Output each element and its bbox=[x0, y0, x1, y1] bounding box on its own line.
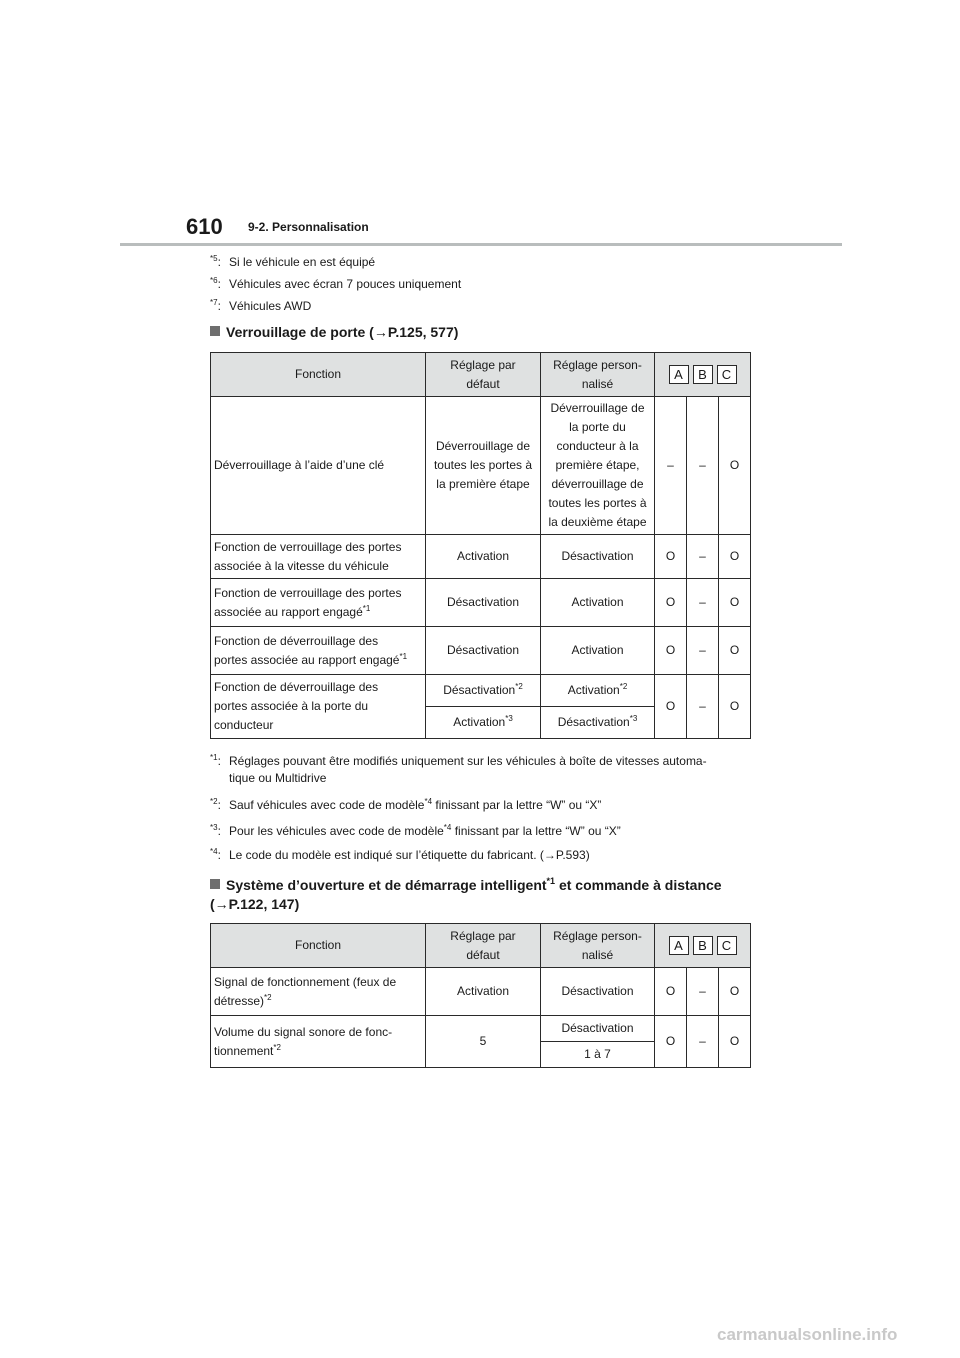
table-row bbox=[211, 968, 751, 1016]
table-header-row bbox=[211, 353, 751, 397]
smart-entry-table bbox=[210, 923, 751, 1068]
row-custom: Désactivation bbox=[541, 535, 655, 579]
row-b: – bbox=[687, 397, 719, 535]
row-c: O bbox=[719, 579, 751, 627]
watermark: carmanualsonline.info bbox=[717, 1325, 898, 1344]
row-fonction: Fonction de verrouillage des portes associée au rapport engagé$^{*1}$ bbox=[211, 579, 426, 627]
label-b: B bbox=[693, 365, 713, 384]
row-default: Désactivation bbox=[426, 579, 541, 627]
header-custom: Réglage person- nalisé bbox=[541, 924, 655, 968]
row-fonction: Volume du signal sonore de fonc- tionnement$^{*2}$ bbox=[211, 1016, 426, 1068]
table-row bbox=[211, 675, 751, 707]
footnote-1: $^{*1}$: Réglages pouvant être modifiés uniquement sur les véhicules à boîte de vitesses automa- tique ou Multidrive bbox=[210, 753, 707, 785]
row-a: O bbox=[655, 579, 687, 627]
header-default: Réglage par défaut bbox=[426, 924, 541, 968]
footnote-3: $^{*3}$: Pour les véhicules avec code de modèle$^{*4}$ finissant par la lettre “W” ou “X” bbox=[210, 823, 621, 838]
row-fonction: Fonction de déverrouillage des portes associée au rapport engagé$^{*1}$ bbox=[211, 627, 426, 675]
row-c: O bbox=[719, 968, 751, 1016]
row-b: – bbox=[687, 1016, 719, 1068]
row-fonction: Fonction de déverrouillage des portes associée à la porte du conducteur bbox=[211, 675, 426, 739]
header-divider bbox=[120, 243, 842, 246]
row-fonction: Signal de fonctionnement (feux de détresse)$^{*2}$ bbox=[211, 968, 426, 1016]
arrow-icon: → bbox=[214, 896, 229, 912]
row-custom: Désactivation bbox=[541, 968, 655, 1016]
table-row bbox=[211, 579, 751, 627]
row-b: – bbox=[687, 535, 719, 579]
row-custom: 1 à 7 bbox=[541, 1042, 655, 1068]
section-label: 9-2. Personnalisation bbox=[248, 220, 369, 234]
footnote-2: $^{*2}$: Sauf véhicules avec code de modèle$^{*4}$ finissant par la lettre “W” ou “X” bbox=[210, 797, 602, 812]
label-c: C bbox=[717, 365, 737, 384]
footnote-4: $^{*4}$: Le code du modèle est indiqué sur l’étiquette du fabricant. (→P.593) bbox=[210, 847, 590, 862]
row-fonction: Déverrouillage à l’aide d’une clé bbox=[211, 397, 426, 535]
header-abc bbox=[655, 924, 751, 968]
header-abc bbox=[655, 353, 751, 397]
row-b: – bbox=[687, 675, 719, 739]
row-c: O bbox=[719, 627, 751, 675]
row-default: Activation$^{*3}$ bbox=[426, 707, 541, 739]
footnote-7: $^{*7}$: Véhicules AWD bbox=[210, 298, 312, 313]
row-default: Activation bbox=[426, 968, 541, 1016]
row-a: – bbox=[655, 397, 687, 535]
row-a: O bbox=[655, 535, 687, 579]
row-c: O bbox=[719, 535, 751, 579]
row-custom: Activation bbox=[541, 627, 655, 675]
row-fonction: Fonction de verrouillage des portes associée à la vitesse du véhicule bbox=[211, 535, 426, 579]
label-a: A bbox=[669, 365, 689, 384]
row-default: Désactivation$^{*2}$ bbox=[426, 675, 541, 707]
table-row bbox=[211, 1016, 751, 1042]
row-custom: Activation$^{*2}$ bbox=[541, 675, 655, 707]
table-row bbox=[211, 535, 751, 579]
table-header-row bbox=[211, 924, 751, 968]
square-bullet-icon bbox=[210, 326, 220, 336]
row-b: – bbox=[687, 968, 719, 1016]
footnote-5: $^{*5}$: Si le véhicule en est équipé bbox=[210, 254, 376, 269]
arrow-icon: → bbox=[373, 324, 388, 340]
row-c: O bbox=[719, 675, 751, 739]
row-b: – bbox=[687, 579, 719, 627]
row-default: Déverrouillage de toutes les portes à la première étape bbox=[426, 397, 541, 535]
section-heading-smart-entry: Système d’ouverture et de démarrage intelligent$^{*1}$ et commande à distance (→P.122, 147) bbox=[210, 876, 722, 912]
row-a: O bbox=[655, 968, 687, 1016]
header-default: Réglage par défaut bbox=[426, 353, 541, 397]
row-custom: Déverrouillage de la porte du conducteur à la première étape, déverrouillage de toutes les portes à la deuxième étape bbox=[541, 397, 655, 535]
label-a: A bbox=[669, 936, 689, 955]
header-fonction: Fonction bbox=[211, 924, 426, 968]
row-custom: Désactivation bbox=[541, 1016, 655, 1042]
door-lock-table bbox=[210, 352, 751, 739]
row-a: O bbox=[655, 675, 687, 739]
row-a: O bbox=[655, 627, 687, 675]
header-fonction: Fonction bbox=[211, 353, 426, 397]
page-number: 610 bbox=[186, 214, 223, 239]
row-c: O bbox=[719, 397, 751, 535]
header-custom: Réglage person- nalisé bbox=[541, 353, 655, 397]
table-row bbox=[211, 397, 751, 535]
square-bullet-icon bbox=[210, 879, 220, 889]
section-heading-door-lock: Verrouillage de porte (→P.125, 577) bbox=[210, 323, 458, 342]
row-default: Désactivation bbox=[426, 627, 541, 675]
row-default: 5 bbox=[426, 1016, 541, 1068]
label-b: B bbox=[693, 936, 713, 955]
arrow-icon: → bbox=[543, 848, 556, 862]
row-default: Activation bbox=[426, 535, 541, 579]
row-custom: Activation bbox=[541, 579, 655, 627]
footnote-6: $^{*6}$: Véhicules avec écran 7 pouces uniquement bbox=[210, 276, 462, 291]
table-row bbox=[211, 627, 751, 675]
row-a: O bbox=[655, 1016, 687, 1068]
row-c: O bbox=[719, 1016, 751, 1068]
label-c: C bbox=[717, 936, 737, 955]
row-b: – bbox=[687, 627, 719, 675]
row-custom: Désactivation$^{*3}$ bbox=[541, 707, 655, 739]
